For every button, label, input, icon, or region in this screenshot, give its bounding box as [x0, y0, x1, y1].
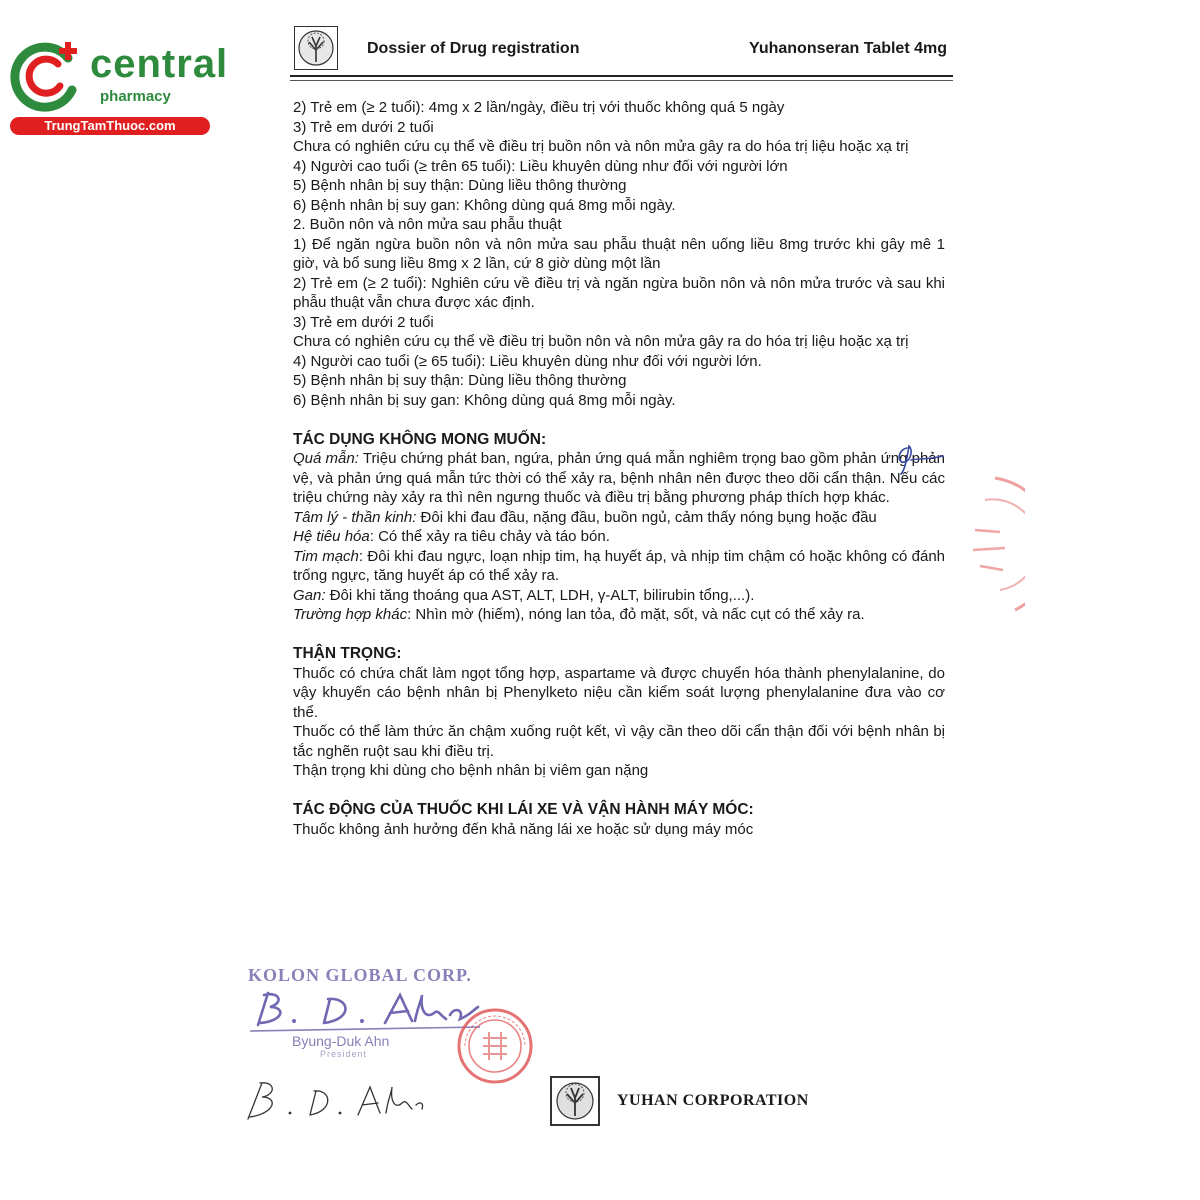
caution-heading: THẬN TRỌNG:: [293, 645, 402, 662]
driving-heading: TÁC ĐỘNG CỦA THUỐC KHI LÁI XE VÀ VẬN HÀNH MÁY MÓC:: [293, 801, 754, 818]
caution-text: Thuốc có chứa chất làm ngọt tổng hợp, aspartame và được chuyển hóa thành phenylalanine, do vậy khuyến cáo bệnh nhân bị Phenylketo niệu cần kiểm soát lượng phenylalanine đưa vào cơ thể.: [293, 664, 945, 721]
side-effect-text: Đôi khi tăng thoáng qua AST, ALT, LDH, γ-ALT, bilirubin tổng,...).: [325, 586, 755, 604]
dosage-line: 6) Bệnh nhân bị suy gan: Không dùng quá 8mg mỗi ngày.: [293, 196, 676, 214]
yuhan-tree-emblem-icon: [294, 26, 338, 70]
side-effect-label: Tim mạch: [293, 547, 359, 565]
handwritten-initials-icon: [893, 438, 949, 478]
side-effect-text: Đôi khi đau đầu, nặng đầu, buồn ngủ, cảm thấy nóng bụng hoặc đầu: [416, 508, 877, 526]
side-effect-label: Quá mẫn:: [293, 450, 359, 467]
side-effect-cardio: [293, 547, 945, 586]
signatory-title: President: [320, 1049, 368, 1059]
dosage-line: 3) Trẻ em dưới 2 tuổi: [293, 118, 434, 136]
side-effect-text: : Nhìn mờ (hiếm), nóng lan tỏa, đỏ mặt, sốt, và nấc cụt có thể xảy ra.: [407, 606, 865, 623]
red-stamp-fragment-icon: [955, 470, 1025, 620]
pharmacy-brand: central: [90, 42, 229, 86]
pharmacy-sub: pharmacy: [100, 88, 171, 105]
signatory-name: Byung-Duk Ahn: [292, 1033, 390, 1049]
header-rule: [290, 75, 953, 77]
dosage-line: 2) Trẻ em (≥ 2 tuổi): 4mg x 2 lần/ngày, điều trị với thuốc không quá 5 ngày: [293, 99, 785, 116]
header-rule-thin: [290, 80, 953, 81]
dosage-line: 2) Trẻ em (≥ 2 tuổi): Nghiên cứu về điều trị và ngăn ngừa buồn nôn và nôn mửa trước và sau khi phẫu thuật vẫn chưa được xác định.: [293, 274, 945, 311]
caution-text: Thuốc có thể làm thức ăn chậm xuống ruột kết, vì vậy cần theo dõi cẩn thận đối với bệnh nhân bị tắc nghẽn ruột sau khi điều trị.: [293, 723, 945, 760]
side-effect-label: Trường hợp khác: [293, 606, 408, 623]
header-product: Yuhanonseran Tablet 4mg: [749, 40, 947, 57]
dosage-line: 6) Bệnh nhân bị suy gan: Không dùng quá 8mg mỗi ngày.: [293, 391, 676, 409]
dosage-line: 5) Bệnh nhân bị suy thận: Dùng liều thông thường: [293, 177, 627, 194]
caution-text: Thận trọng khi dùng cho bệnh nhân bị viêm gan nặng: [293, 762, 649, 779]
yuhan-corporation-name: YUHAN CORPORATION: [617, 1092, 809, 1109]
dosage-line: 1) Để ngăn ngừa buồn nôn và nôn mửa sau phẫu thuật nên uống liều 8mg trước khi gây mê 1 giờ, và bổ sung liều 8mg x 2 lần, cứ 8 giờ dùng một lần: [293, 235, 945, 272]
driving-text: Thuốc không ảnh hưởng đến khả năng lái xe hoặc sử dụng máy móc: [293, 820, 754, 838]
side-effect-text: : Có thể xảy ra tiêu chảy và táo bón.: [369, 528, 610, 545]
side-effect-liver: [293, 586, 945, 606]
dosage-line: Chưa có nghiên cứu cụ thể về điều trị buồn nôn và nôn mửa gây ra do hóa trị liệu hoặc xạ trị: [293, 138, 909, 155]
side-effect-label: Tâm lý - thần kinh:: [293, 508, 417, 526]
side-effect-label: Gan:: [293, 586, 326, 604]
yuhan-corporation-emblem-icon: [550, 1076, 600, 1126]
side-effect-neuro: [293, 508, 945, 528]
side-effect-other: [293, 605, 945, 625]
bd-ahn-signature-icon: [250, 985, 480, 1035]
handwritten-signature-icon: [240, 1075, 430, 1125]
dosage-line: 3) Trẻ em dưới 2 tuổi: [293, 313, 434, 331]
dosage-line: 4) Người cao tuổi (≥ 65 tuổi): Liều khuyên dùng như đối với người lớn.: [293, 352, 762, 370]
side-effect-text: : Đôi khi đau ngực, loạn nhịp tim, hạ huyết áp, và nhịp tim chậm có hoặc không có đánh trống ngực, tăng huyết áp có thể xảy ra.: [293, 547, 946, 584]
dosage-line: 4) Người cao tuổi (≥ trên 65 tuổi): Liều khuyên dùng như đối với người lớn: [293, 157, 788, 175]
side-effect-digestive: [293, 527, 945, 547]
dosage-subheading: 2. Buồn nôn và nôn mửa sau phẫu thuật: [293, 216, 562, 233]
pharmacy-c-logo-icon: [10, 36, 90, 116]
document-header: [290, 22, 955, 80]
side-effect-text: Triệu chứng phát ban, ngứa, phản ứng quá mẫn nghiêm trọng bao gồm phản ứng phản vệ, và phản ứng quá mẫn tức thời có thể xảy ra, bệnh nhân nên được theo dõi cẩn thận. Nếu các triệu chứng này xảy ra thì nên ngưng thuốc và điều trị bằng phương pháp thích hợp khác.: [293, 450, 945, 506]
dosage-line: 5) Bệnh nhân bị suy thận: Dùng liều thông thường: [293, 372, 627, 389]
kolon-stamp: KOLON GLOBAL CORP.: [248, 965, 472, 985]
pharmacy-logo: [10, 36, 229, 136]
document-body: [293, 98, 945, 839]
dosage-line: Chưa có nghiên cứu cụ thể về điều trị buồn nôn và nôn mửa gây ra do hóa trị liệu hoặc xạ trị: [293, 333, 909, 350]
header-title: Dossier of Drug registration: [367, 40, 580, 57]
side-effect-label: Hệ tiêu hóa: [293, 528, 370, 545]
company-seal-icon: [455, 1006, 535, 1086]
pharmacy-url-badge[interactable]: TrungTamThuoc.com: [10, 117, 210, 135]
side-effects-heading: TÁC DỤNG KHÔNG MONG MUỐN:: [293, 430, 547, 448]
side-effect-hypersensitivity: [293, 449, 945, 508]
